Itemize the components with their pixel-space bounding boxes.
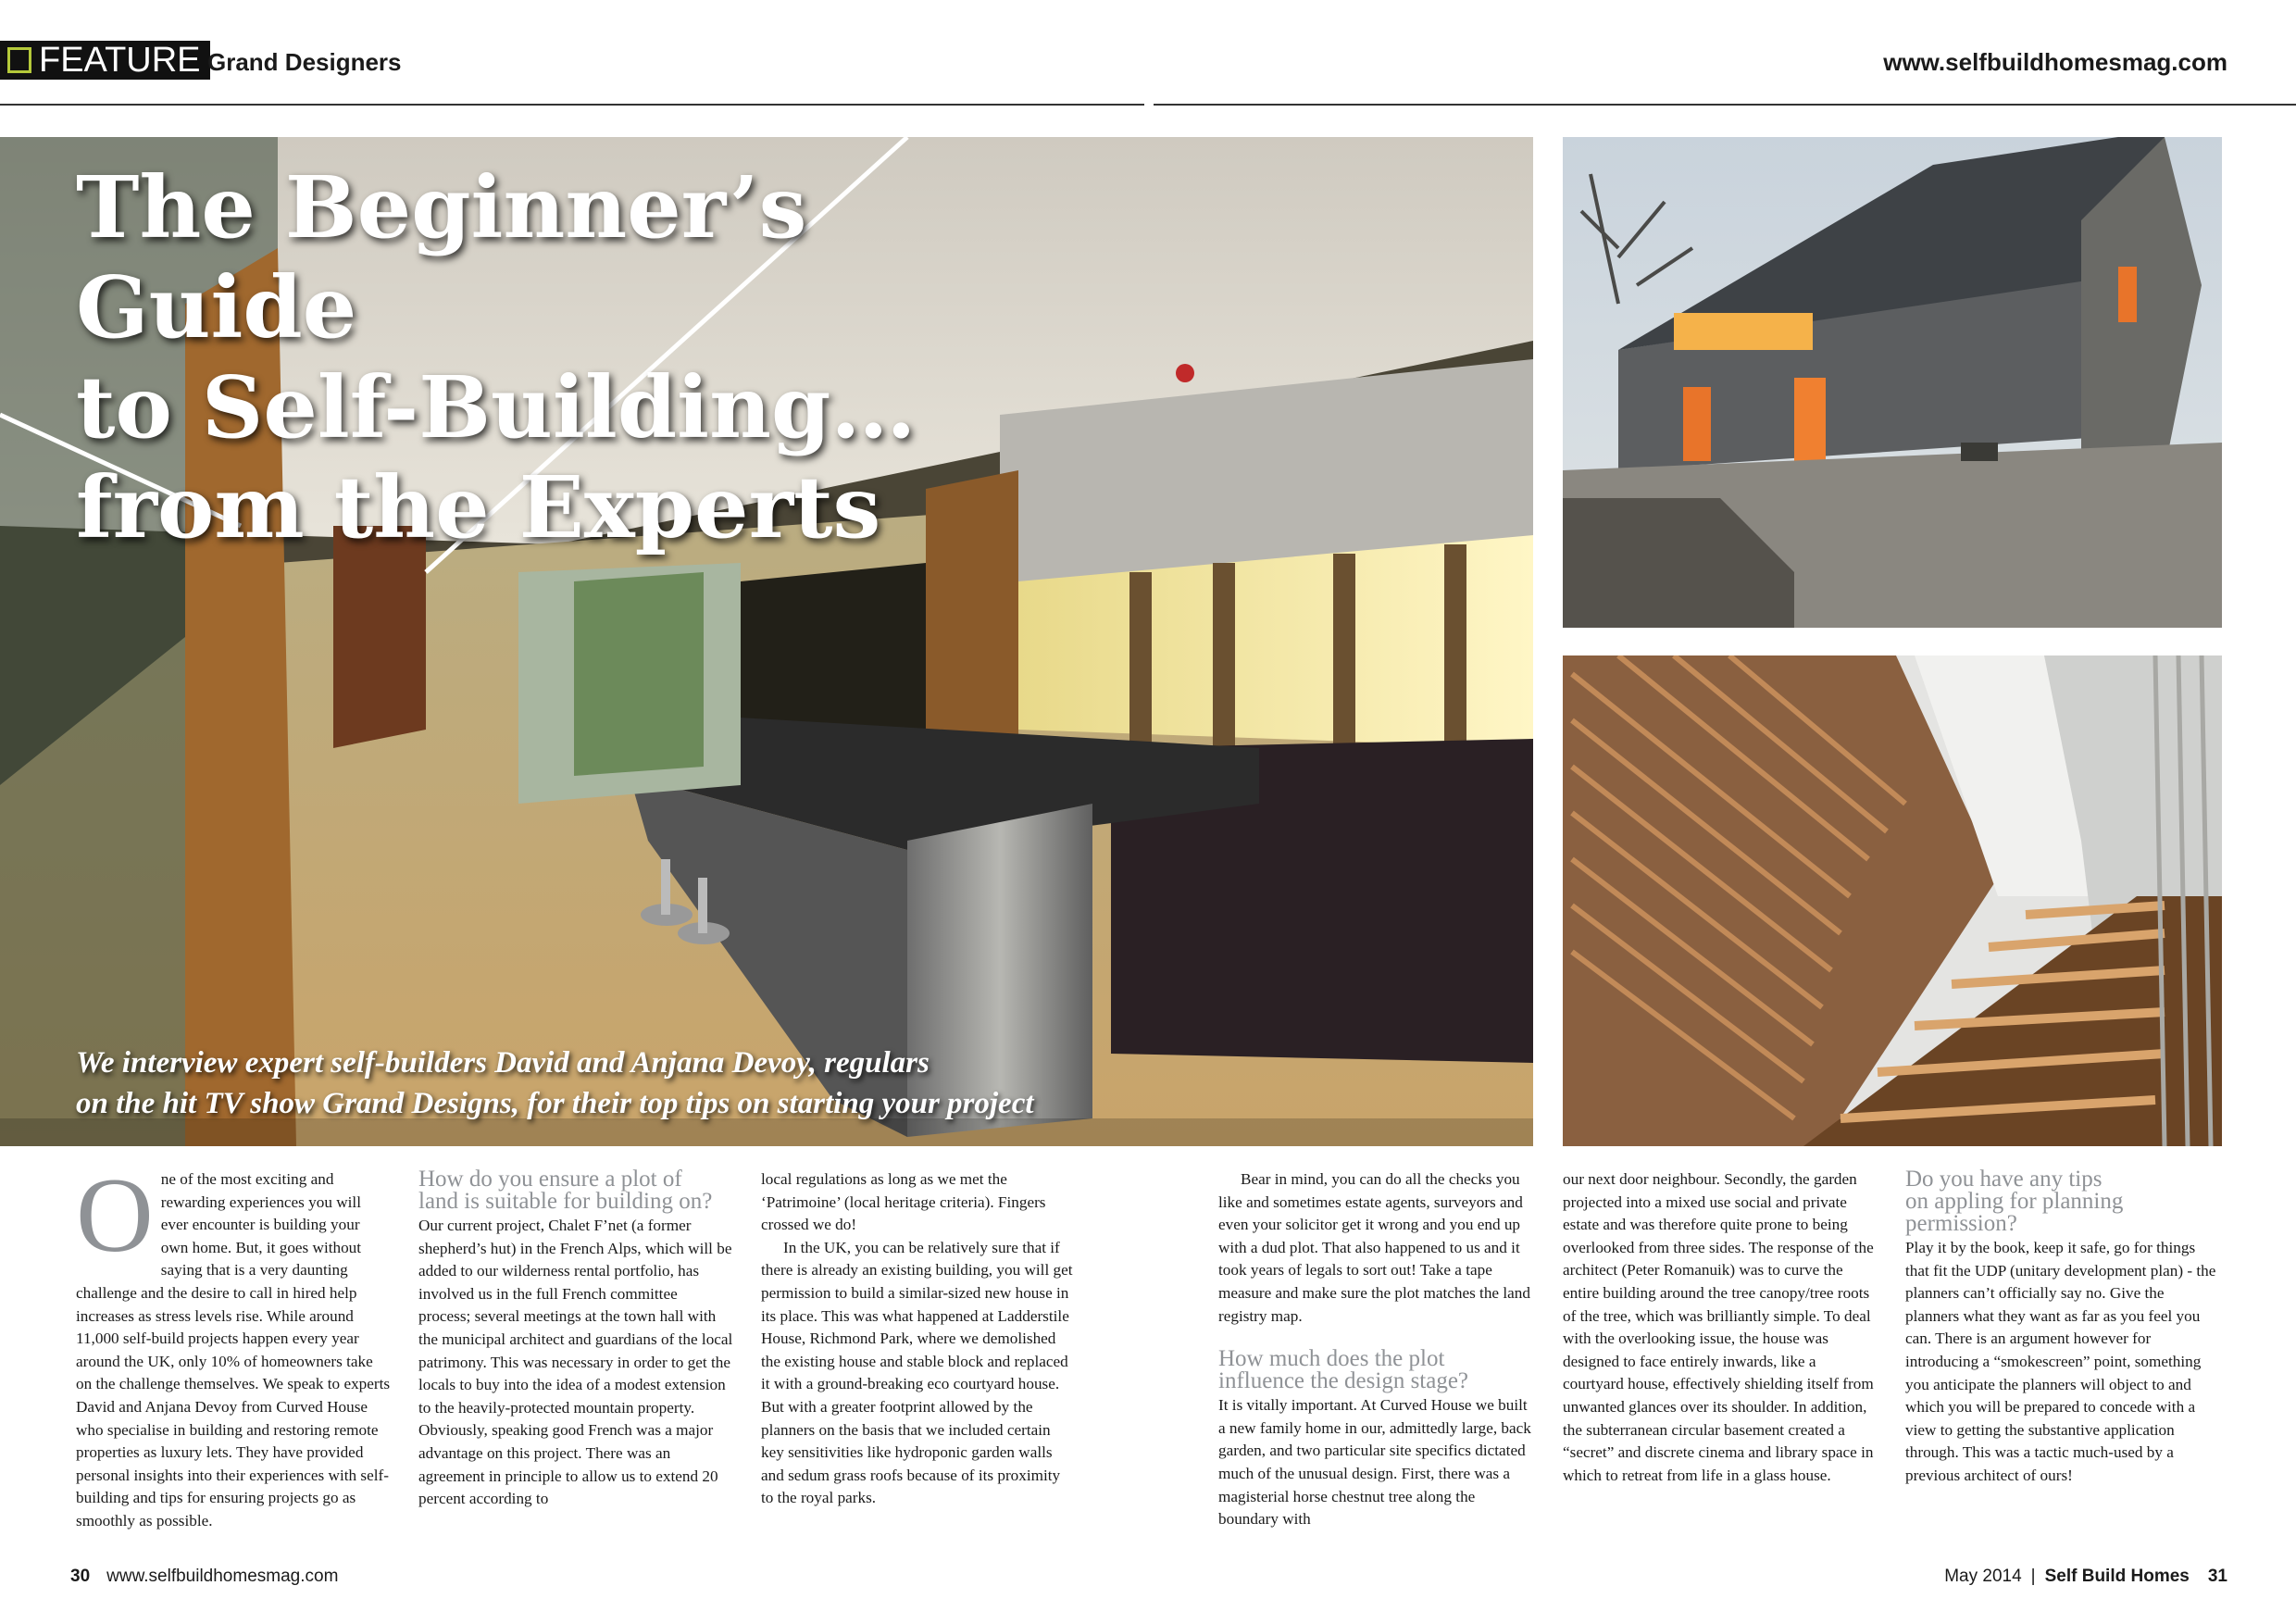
answer-1-paragraph-4: Bear in mind, you can do all the checks you like and sometimes estate agents, surveyors and even your solicitor get it wrong and you end up with a dud plot. That also happened to us and it took years of legals to sort out! Take a tape measure and make sure the plot matches the land registry map. xyxy=(1218,1170,1530,1325)
header-rule-right xyxy=(1154,104,2296,106)
standfirst-line-1: We interview expert self-builders David and Anjana Devoy, regulars xyxy=(76,1046,930,1080)
standfirst xyxy=(76,1042,1502,1124)
article-column-1 xyxy=(76,1156,391,1533)
headline-line-3: from the Experts xyxy=(76,457,881,557)
timber-staircase-photo xyxy=(1563,655,2222,1146)
question-3-line-1: Do you have any tips xyxy=(1905,1167,2103,1192)
article-column-4 xyxy=(1218,1168,1533,1531)
question-3-heading xyxy=(1905,1168,2220,1235)
answer-2-paragraph-1: It is vitally important. At Curved House we built a new family home in our, admittedly large, back garden, and two particular site specifics dictated much of the unusual design. First, there was a magisterial horse chestnut tree along the boundary with xyxy=(1218,1396,1531,1529)
footer-site-url: www.selfbuildhomesmag.com xyxy=(106,1567,339,1586)
question-1-line-1: How do you ensure a plot of xyxy=(418,1167,682,1192)
headline-line-1: The Beginner’s Guide xyxy=(76,157,807,357)
answer-1-paragraph-3: In the UK, you can be relatively sure that if there is already an existing building, you will get permission to build a similar-sized new house in its place. This was what happened at Ladderstile House, Richmond Park, where we demolished the existing house and stable block and replaced it with a ground-breaking eco courtyard house. But with a greater footprint allowed by the planners on the basis that we included certain key sensitivities like hydroponic garden walls and sedum grass roofs because of its proximity to the royal parks. xyxy=(761,1238,1073,1507)
article-column-3 xyxy=(761,1168,1076,1510)
answer-2-paragraph-2: our next door neighbour. Secondly, the garden projected into a mixed use social and private estate and was therefore quite prone to being overlooked from three sides. The response of the architect (Peter Romanuik) was to curve the entire building around the tree canopy/tree roots of the tree, which was brilliantly simple. To deal with the overlooking issue, the house was designed to face entirely inwards, like a courtyard house, effectively shielding itself from unwanted glances over its shoulder. In addition, the subterranean circular basement created a “secret” and discrete cinema and library space in which to retreat from life in a glass house. xyxy=(1563,1170,1874,1484)
header-rule-left xyxy=(0,104,1144,106)
drop-cap: O xyxy=(76,1156,154,1275)
question-1-heading xyxy=(418,1168,733,1213)
page-number-left: 30 xyxy=(70,1567,91,1586)
stone-cottage-photo xyxy=(1563,137,2222,628)
standfirst-line-2: on the hit TV show Grand Designs, for their top tips on starting your project xyxy=(76,1087,1034,1120)
answer-3-paragraph-1: Play it by the book, keep it safe, go for things that fit the UDP (unitary development plan) - the planners can’t officially say no. Give the planners what they want as far as you feel you can. There is an argument however for introducing a “smokescreen” point, something you anticipate the planners will object to and which you will be prepared to concede with a view to getting the substantive application through. This was a tactic much-used by a previous architect of ours! xyxy=(1905,1239,2216,1484)
question-2-line-2: influence the design stage? xyxy=(1218,1368,1469,1394)
question-1-line-2: land is suitable for building on? xyxy=(418,1189,713,1214)
footer-right xyxy=(1944,1567,2227,1587)
footer-left xyxy=(70,1567,338,1587)
issue-date: May 2014 xyxy=(1944,1567,2022,1586)
headline-line-2: to Self-Building… xyxy=(76,357,917,457)
feature-square-icon xyxy=(7,47,31,73)
question-2-heading xyxy=(1218,1348,1533,1392)
question-3-line-3: permission? xyxy=(1905,1211,2017,1236)
intro-paragraph: ne of the most exciting and rewarding experiences you will ever encounter is building your own home. But, it goes without saying that is a very daunting challenge and the desire to call in hired help increases as stress levels rise. While around 11,000 self-build projects happen every year around the UK, only 10% of homeowners take on the challenge themselves. We speak to experts David and Anjana Devoy from Curved House who specialise in building and restoring remote properties as luxury lets. They have provided personal insights into their experiences with self-building and tips for ensuring projects go as smoothly as possible. xyxy=(76,1170,391,1529)
site-url-header: www.selfbuildhomesmag.com xyxy=(1883,48,2227,76)
article-column-6 xyxy=(1905,1168,2220,1488)
answer-1-paragraph-1: Our current project, Chalet F’net (a former shepherd’s hut) in the French Alps, which will be added to our wilderness rental portfolio, has involved us in the full French committee process; several meetings at the town hall with the municipal architect and guardians of the local patrimony. This was necessary in order to get the locals to buy into the idea of a modest extension to the heavily-protected mountain property. Obviously, speaking good French was a major advantage on this project. There was an agreement in principle to allow us to extend 20 percent according to xyxy=(418,1217,733,1508)
question-2-line-1: How much does the plot xyxy=(1218,1346,1445,1372)
article-column-5 xyxy=(1563,1168,1878,1487)
footer-separator: | xyxy=(2030,1567,2036,1586)
answer-1-paragraph-2: local regulations as long as we met the ‘Patrimoine’ (local heritage criteria). Fingers crossed we do! xyxy=(761,1170,1046,1234)
page-number-right: 31 xyxy=(2207,1567,2227,1586)
staircase-illustration xyxy=(1563,655,2222,1146)
question-3-line-2: on appling for planning xyxy=(1905,1189,2124,1214)
article-column-2 xyxy=(418,1168,733,1511)
feature-label: FEATURE xyxy=(39,41,201,80)
section-title: Grand Designers xyxy=(207,48,402,76)
headline xyxy=(76,157,1094,557)
feature-tag xyxy=(0,41,210,80)
magazine-name: Self Build Homes xyxy=(2044,1567,2190,1586)
cottage-illustration xyxy=(1563,137,2222,628)
